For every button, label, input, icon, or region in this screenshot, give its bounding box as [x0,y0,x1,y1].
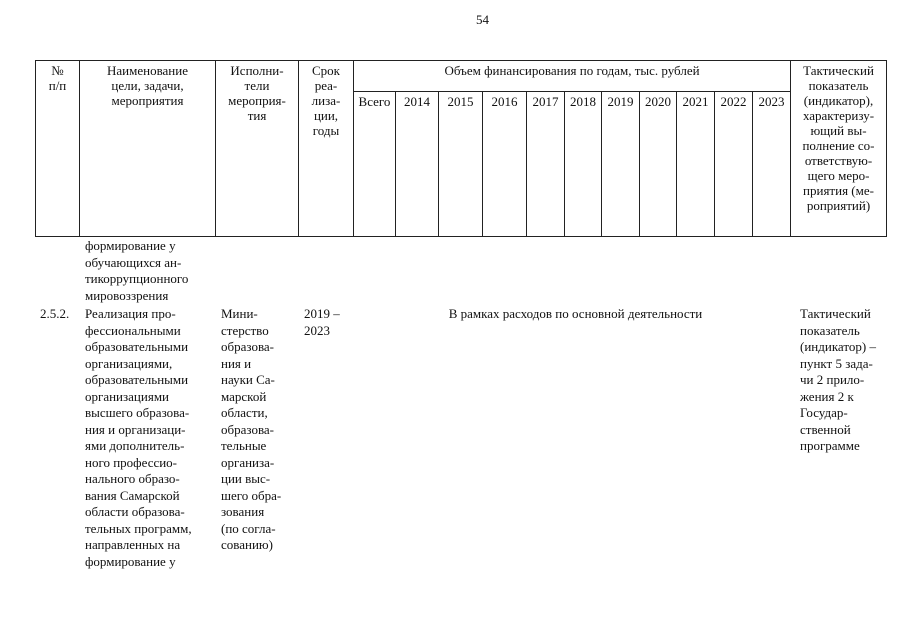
continuation-text: формирование у обучающихся ан- тикоррупционного мировоззрения [85,238,189,303]
header-number: № п/п [36,61,80,237]
row-number: 2.5.2. [40,306,70,321]
row-executors: Мини- стерство образова- ния и науки Са- марской области, образова- тельные организа- ции выс- шего обра- зования (по согла- сованию) [221,306,282,552]
header-year: 2021 [677,92,715,237]
row-name: Реализация про- фессиональными образовательными организациями, образовательными организациями высшего образова- ния и организаци- ями дополнитель- ного профессио- нального образо- вания Самарской области образова- тельных программ, направленных на формирование у [85,306,192,569]
header-funding-title: Объем финансирования по годам, тыс. рублей [354,61,791,92]
header-indicator: Тактический показатель (индикатор), характеризу- ющий вы- полнение со- ответствую- щего меро- приятия (ме- роприятий) [791,61,887,237]
header-year: 2022 [715,92,753,237]
header-year: 2018 [565,92,602,237]
row-term: 2019 – 2023 [304,306,340,338]
header-year: 2014 [396,92,439,237]
header-executors: Исполни- тели мероприя- тия [216,61,299,237]
header-year: 2015 [439,92,483,237]
program-table-header [35,60,887,237]
header-year: 2023 [753,92,791,237]
row-indicator: Тактический показатель (индикатор) – пункт 5 зада- чи 2 прило- жения 2 к Государ- ственной программе [800,306,876,453]
header-year: 2019 [602,92,640,237]
header-year: 2020 [640,92,677,237]
page-number: 54 [476,12,489,27]
header-term: Срок реа- лиза- ции, годы [299,61,354,237]
header-year: 2017 [527,92,565,237]
row-funding: В рамках расходов по основной деятельности [448,306,703,321]
header-year: 2016 [483,92,527,237]
header-name: Наименование цели, задачи, мероприятия [80,61,216,237]
header-total: Всего [354,92,396,237]
